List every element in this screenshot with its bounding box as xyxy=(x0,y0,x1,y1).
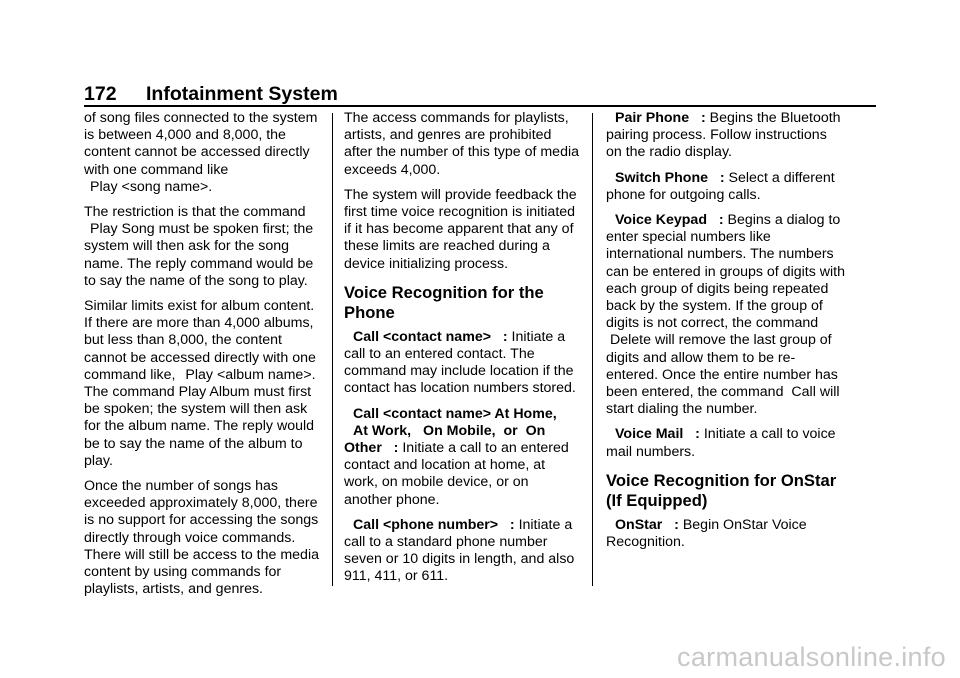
column-2 xyxy=(344,110,580,594)
paragraph-text: The command xyxy=(84,384,175,401)
column-1 xyxy=(84,110,324,606)
command-label: At Work, xyxy=(353,422,412,439)
paragraph-text: must first be spoken; the system will then ask for the album name. The reply would be to say the name of the album to play. xyxy=(84,384,315,469)
column-divider-2 xyxy=(592,113,593,586)
column-divider-1 xyxy=(332,113,333,586)
command-description: Initiate a call to an entered contact. The command may include location if the contact has location numbers stored. xyxy=(344,328,576,397)
command-description: Begins a dialog to enter special numbers like international numbers. The numbers can be entered in groups of digits with each group of digits being repeated back by the system. If the group of digits is not correct, the command xyxy=(606,212,845,332)
command-description: Begins the Bluetooth pairing process. Follow instructions on the radio display. xyxy=(606,110,841,161)
command-item-onstar: OnStar : Begin OnStar Voice Recognition. xyxy=(606,516,807,551)
command-play-song-name: Play <song name>. xyxy=(90,178,213,195)
paragraph-text: The restriction is that the command xyxy=(84,204,306,221)
section-title: Infotainment System xyxy=(146,83,338,105)
command-label: OnStar xyxy=(615,516,663,533)
page-header xyxy=(84,82,338,106)
command-description: Select a different phone for outgoing calls. xyxy=(606,169,835,203)
command-label: Voice Keypad xyxy=(615,212,707,229)
paragraph-song-limit xyxy=(84,110,324,196)
command-label: On Other xyxy=(344,422,546,457)
command-description: Initiate a call to an entered contact and location at home, at work, on mobile device, or on another phone. xyxy=(344,440,569,508)
paragraph-restriction xyxy=(84,204,324,290)
paragraph-album-limit xyxy=(84,298,324,470)
paragraph-text: of song files connected to the system is between 4,000 and 8,000, the content cannot be accessed directly with one command like xyxy=(84,110,318,178)
command-label: Call <contact name> At Home, xyxy=(353,405,557,422)
paragraph-feedback: The system will provide feedback the first time voice recognition is initiated if it has become apparent that any of these limits are reached during a device initializing process. xyxy=(344,186,577,272)
command-item-call-contact: Call <contact name> : Initiate a call to an entered contact. The command may include location if the contact has location numbers stored. xyxy=(344,328,576,397)
command-description: Begin OnStar Voice Recognition. xyxy=(606,516,807,551)
command-label: Call <contact name> xyxy=(353,328,491,345)
command-item-voice-mail: Voice Mail : Initiate a call to voice mail numbers. xyxy=(606,426,836,460)
command-or: or xyxy=(503,422,518,439)
command-label: Call <phone number> xyxy=(353,516,499,533)
command-description: will remove the last group of digits and allow them to be re-entered. Once the entire number has been entered, the command xyxy=(606,332,838,401)
page-number: 172 xyxy=(84,83,117,105)
command-label: On Mobile, xyxy=(423,422,496,439)
command-description: Initiate a call to voice mail numbers. xyxy=(606,426,836,460)
command-call: Call xyxy=(791,384,816,401)
command-play-song: Play Song xyxy=(90,221,155,238)
command-label: Pair Phone xyxy=(615,110,690,126)
command-delete: Delete xyxy=(610,332,652,349)
command-item-call-number: Call <phone number> : Initiate a call to a standard phone number seven or 10 digits in length, and also 911, 411, or 611. xyxy=(344,516,575,585)
command-item-voice-keypad: Voice Keypad : Begins a dialog to enter special numbers like international numbers. The numbers can be entered in groups of digits with each group of digits being repeated back by the system. If the group of digits is not correct, the command Delete will remove the last group of digits and allow them to be re-entered. Once the entire number has been entered, the command Call will start dialing the number. xyxy=(606,212,845,418)
command-label: Switch Phone xyxy=(615,169,709,186)
heading-phone: Voice Recognition for the Phone xyxy=(344,282,544,322)
command-item-pair-phone: Pair Phone : Begins the Bluetooth pairing process. Follow instructions on the radio display. xyxy=(606,110,841,161)
command-item-call-contact-location: Call <contact name> At Home, At Work, On Mobile, or On Other : Initiate a call to an entered contact and location at home, at work, on mobile device, or on another phone. xyxy=(344,405,569,508)
command-item-switch-phone: Switch Phone : Select a different phone for outgoing calls. xyxy=(606,169,835,203)
paragraph-song-support: Once the number of songs has exceeded approximately 8,000, there is no support for accessing the songs directly through voice commands. There will still be access to the media content by using commands for playlists, artists, and genres. xyxy=(84,478,319,598)
command-label: Voice Mail xyxy=(615,426,684,443)
command-play-album-name: Play <album name>. xyxy=(185,366,316,383)
column-3 xyxy=(606,110,846,559)
watermark: carmanualsonline.info xyxy=(677,642,946,672)
heading-onstar: Voice Recognition for OnStar (If Equipped) xyxy=(606,470,837,510)
header-rule xyxy=(84,105,876,107)
command-description: Initiate a call to a standard phone number seven or 10 digits in length, and also 911, 411, or 611. xyxy=(344,516,575,585)
command-play-album: Play Album xyxy=(178,384,250,401)
paragraph-text: must be spoken first; the system will then ask for the song name. The reply command would be to say the name of the song to play. xyxy=(84,221,314,289)
command-description: will start dialing the number. xyxy=(606,384,840,418)
paragraph-text: Similar limits exist for album content. If there are more than 4,000 albums, but less than 8,000, the content cannot be accessed directly with one command like, xyxy=(84,298,316,383)
paragraph-access-commands: The access commands for playlists, artists, and genres are prohibited after the number of this type of media exceeds 4,000. xyxy=(344,110,580,178)
